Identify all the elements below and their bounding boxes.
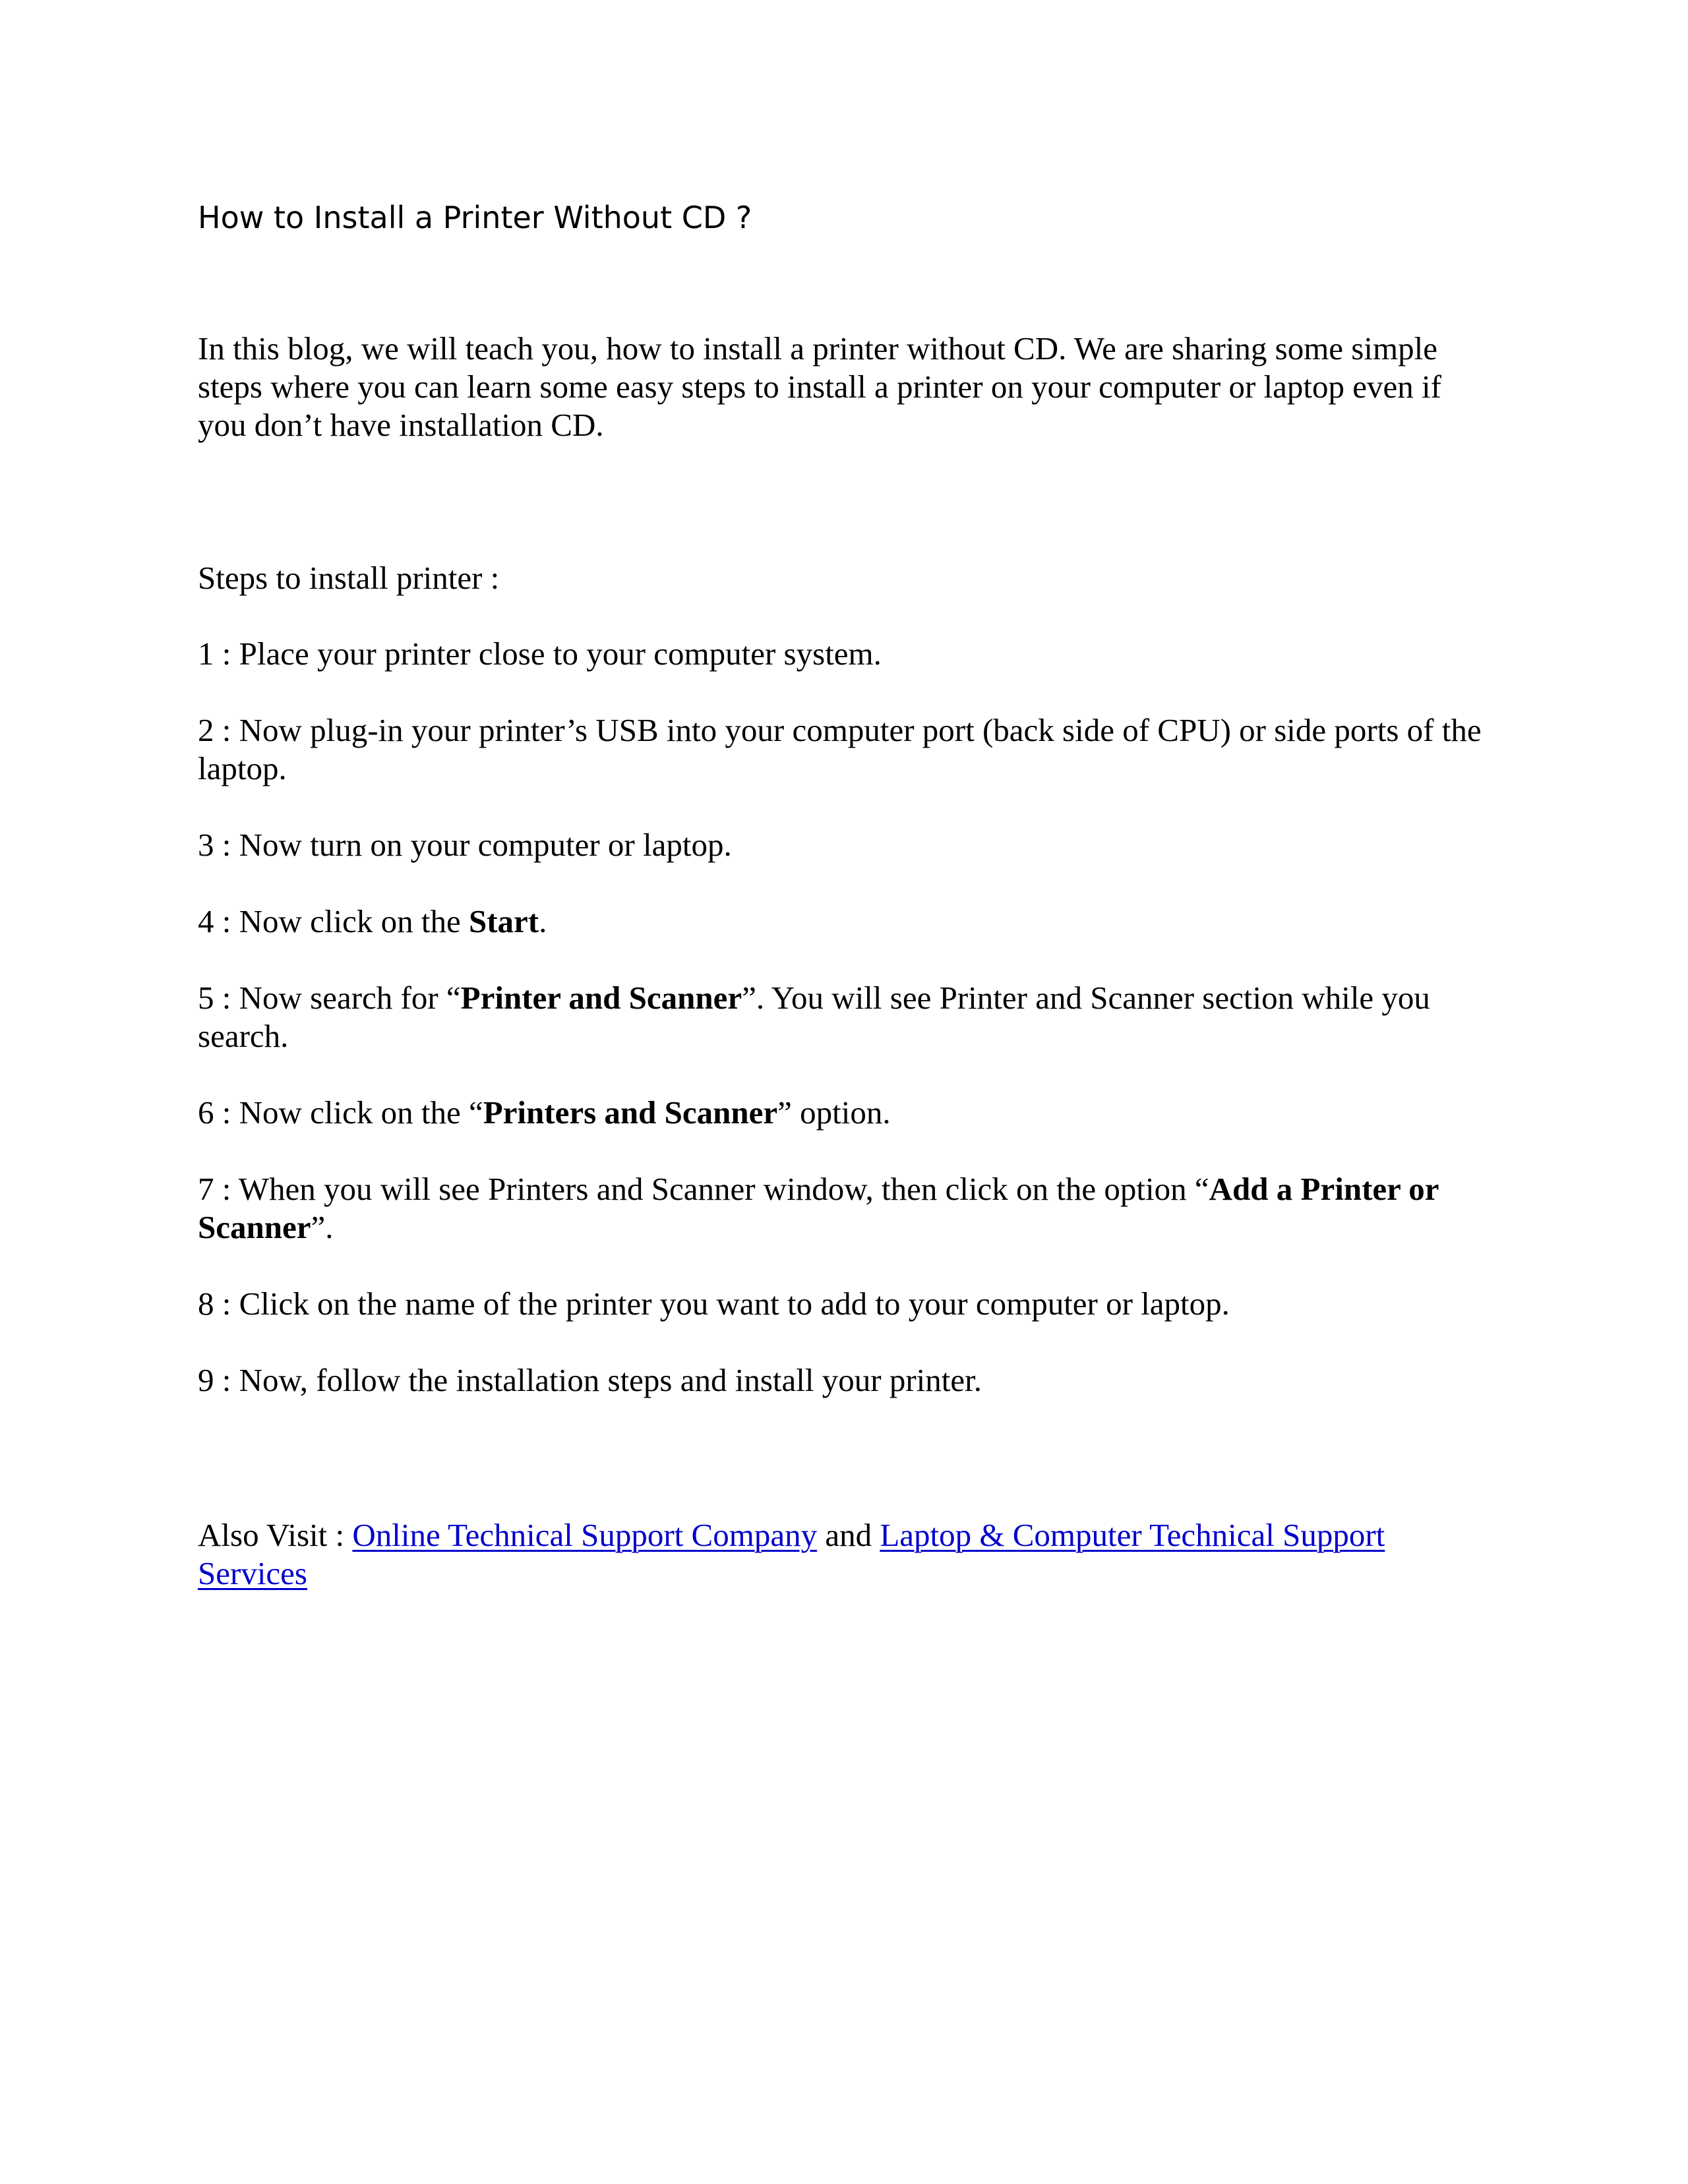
step-bold-term: Printers and Scanner <box>483 1094 778 1131</box>
step-item: 2 : Now plug-in your printer’s USB into your computer port (back side of CPU) or side ports of the laptop. <box>198 712 1482 786</box>
laptop-computer-support-link[interactable]: Laptop & Computer Technical Support Services <box>198 1517 1385 1591</box>
steps-heading: Steps to install printer : <box>198 560 500 596</box>
step-item: 3 : Now turn on your computer or laptop. <box>198 827 732 863</box>
step-item: 7 : When you will see Printers and Scanner window, then click on the option “Add a Printer or Scanner”. <box>198 1171 1439 1245</box>
step-bold-term: Printer and Scanner <box>460 980 742 1016</box>
step-bold-term: Start <box>468 903 539 939</box>
step-item: 9 : Now, follow the installation steps and install your printer. <box>198 1362 982 1398</box>
step-item: 6 : Now click on the “Printers and Scanner” option. <box>198 1094 891 1131</box>
page-title: How to Install a Printer Without CD ? <box>198 200 752 235</box>
step-bold-term: Add a Printer or Scanner <box>198 1171 1439 1245</box>
step-item: 1 : Place your printer close to your computer system. <box>198 635 882 672</box>
step-item: 5 : Now search for “Printer and Scanner”. You will see Printer and Scanner section while you search. <box>198 980 1430 1054</box>
steps-list <box>198 635 1490 1438</box>
also-visit-conjunction: and <box>817 1517 880 1553</box>
step-item: 8 : Click on the name of the printer you want to add to your computer or laptop. <box>198 1285 1230 1322</box>
also-visit <box>198 1516 1490 1593</box>
online-technical-support-link[interactable]: Online Technical Support Company <box>352 1517 818 1553</box>
intro-paragraph: In this blog, we will teach you, how to install a printer without CD. We are sharing some simple steps where you can learn some easy steps to install a printer on your computer or laptop even if you don’t have installation CD. <box>198 330 1441 443</box>
also-visit-label: Also Visit : <box>198 1517 353 1553</box>
step-item: 4 : Now click on the Start. <box>198 903 547 939</box>
